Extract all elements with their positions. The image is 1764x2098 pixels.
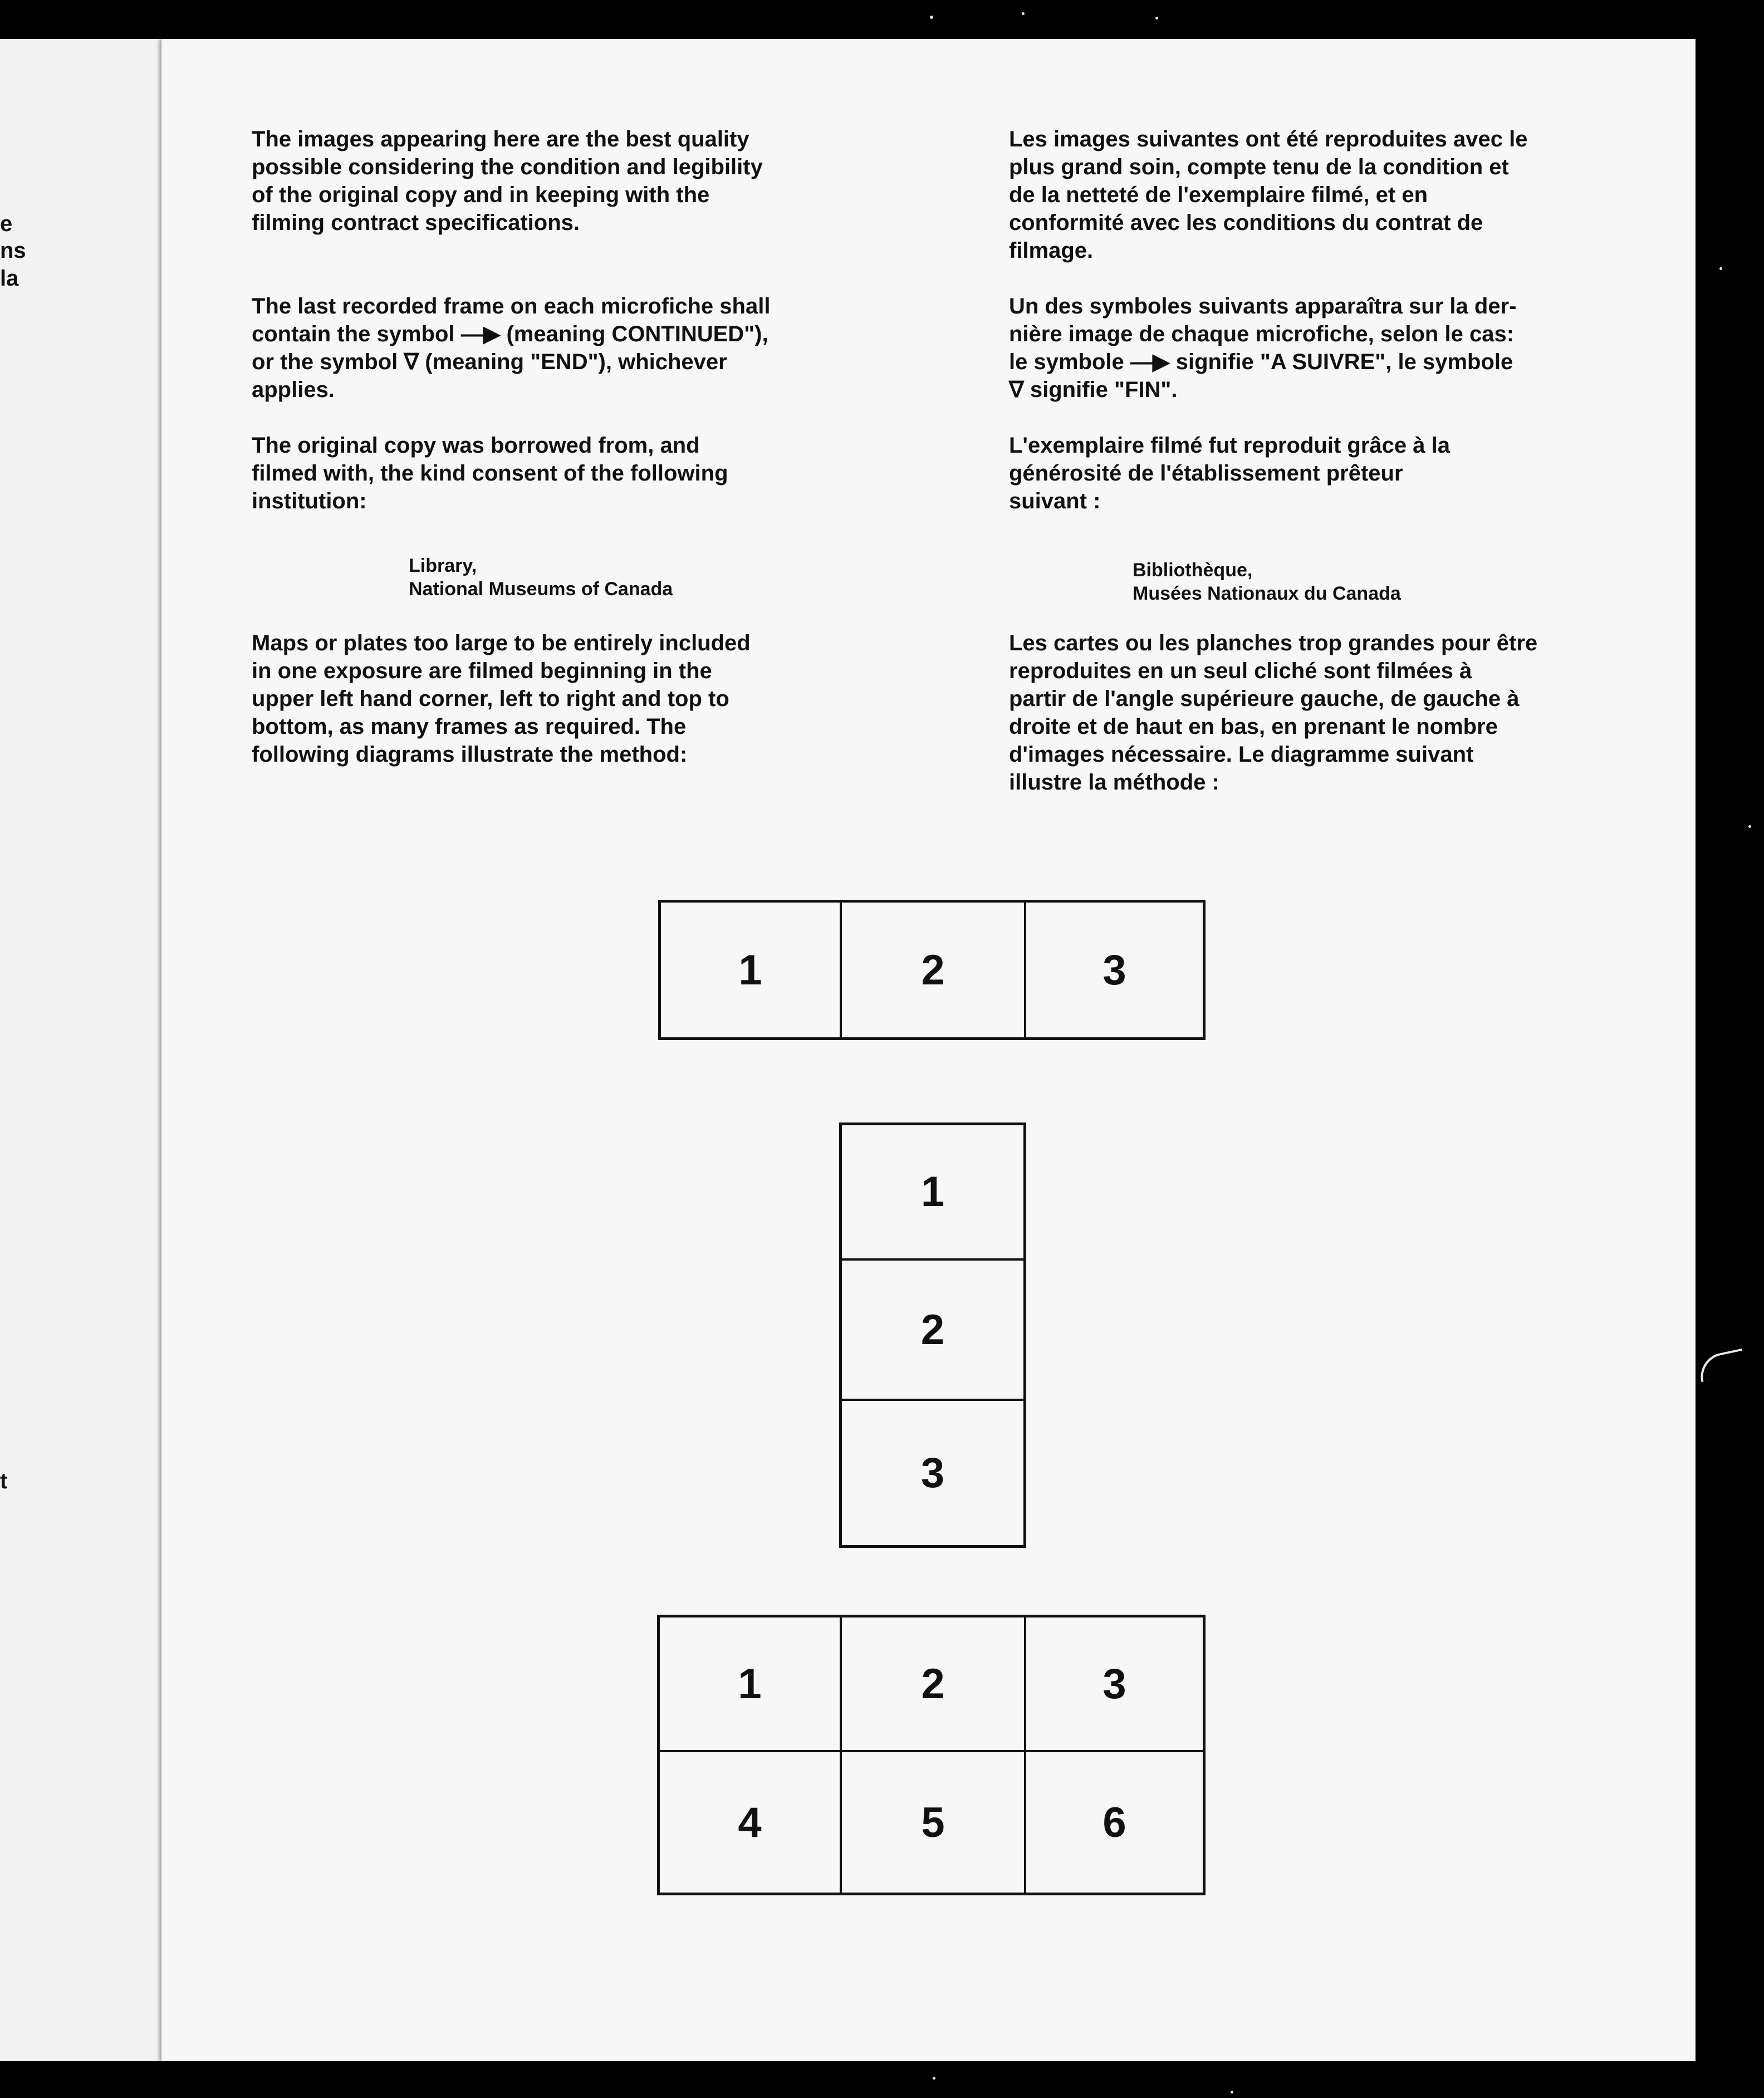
maps-paragraph-fr: Les cartes ou les planches trop grandes pour être reproduites en un seul cliché sont filmées à partir de l'angle supérieure gauche, de gauche à droite et de haut en bas, en prenant le nombre d'images nécessaire. Le diagramme suivant illustre la méthode : [1009,631,1538,795]
symbols-paragraph-fr: Un des symboles suivants apparaîtra sur la der- nière image de chaque microfiche, selon le cas: le symbole —▶ signifie "A SUIVRE", le symbole ∇ signifie "FIN". [1009,294,1517,402]
film-speck [930,16,933,19]
filming-notice-page [161,39,1696,2061]
diagram-three-down [839,1122,1026,1548]
film-scratch [1696,1349,1747,1383]
institution-en: Library, National Museums of Canada [409,555,673,600]
edge-fragment: e [0,212,13,236]
symbols-paragraph-en: The last recorded frame on each microfiche shall contain the symbol —▶ (meaning CONTINUED"), or the symbol ∇ (meaning "END"), whichever applies. [252,294,771,402]
edge-fragment: t [0,1469,8,1493]
quality-paragraph-en: The images appearing here are the best quality possible considering the condition and legibility of the original copy and in keeping with the filming contract specifications. [252,127,763,235]
film-speck [933,2077,935,2080]
frame-cell: 2 [842,1261,1023,1401]
film-speck [1155,17,1158,19]
frame-cell: 1 [661,903,842,1037]
quality-paragraph-fr: Les images suivantes ont été reproduites avec le plus grand soin, compte tenu de la condition et de la netteté de l'exemplaire filmé, et en conformité avec les conditions du contrat de filmage. [1009,127,1528,263]
film-speck [1748,825,1751,828]
borrowed-paragraph-fr: L'exemplaire filmé fut reproduit grâce à la générosité de l'établissement prêteur suivant : [1009,433,1450,513]
film-speck [1719,267,1722,270]
frame-cell: 1 [842,1125,1023,1261]
diagram-three-across [658,900,1206,1040]
frame-cell: 2 [842,903,1026,1037]
film-speck [1231,2091,1233,2094]
frame-cell: 3 [1026,1617,1203,1752]
frame-cell: 4 [660,1752,842,1893]
frame-cell: 3 [1102,946,1126,994]
frame-cell: 3 [920,1449,945,1497]
frame-cell: 2 [842,1617,1026,1752]
frame-cell: 6 [1102,1798,1126,1846]
diagram-two-rows [657,1615,1206,1895]
edge-fragment: ns [0,238,26,263]
borrowed-paragraph-en: The original copy was borrowed from, and filmed with, the kind consent of the following institution: [252,433,728,513]
frame-cell: 1 [660,1617,842,1752]
frame-cell: 5 [842,1752,1026,1893]
previous-page-edge [0,39,167,2061]
institution-fr: Bibliothèque, Musées Nationaux du Canada [1133,560,1401,604]
film-speck [1022,12,1025,15]
maps-paragraph-en: Maps or plates too large to be entirely included in one exposure are filmed beginning in the upper left hand corner, left to right and top to bottom, as many frames as required. The following diagrams illustrate the method: [252,631,751,767]
edge-fragment: la [0,266,19,291]
